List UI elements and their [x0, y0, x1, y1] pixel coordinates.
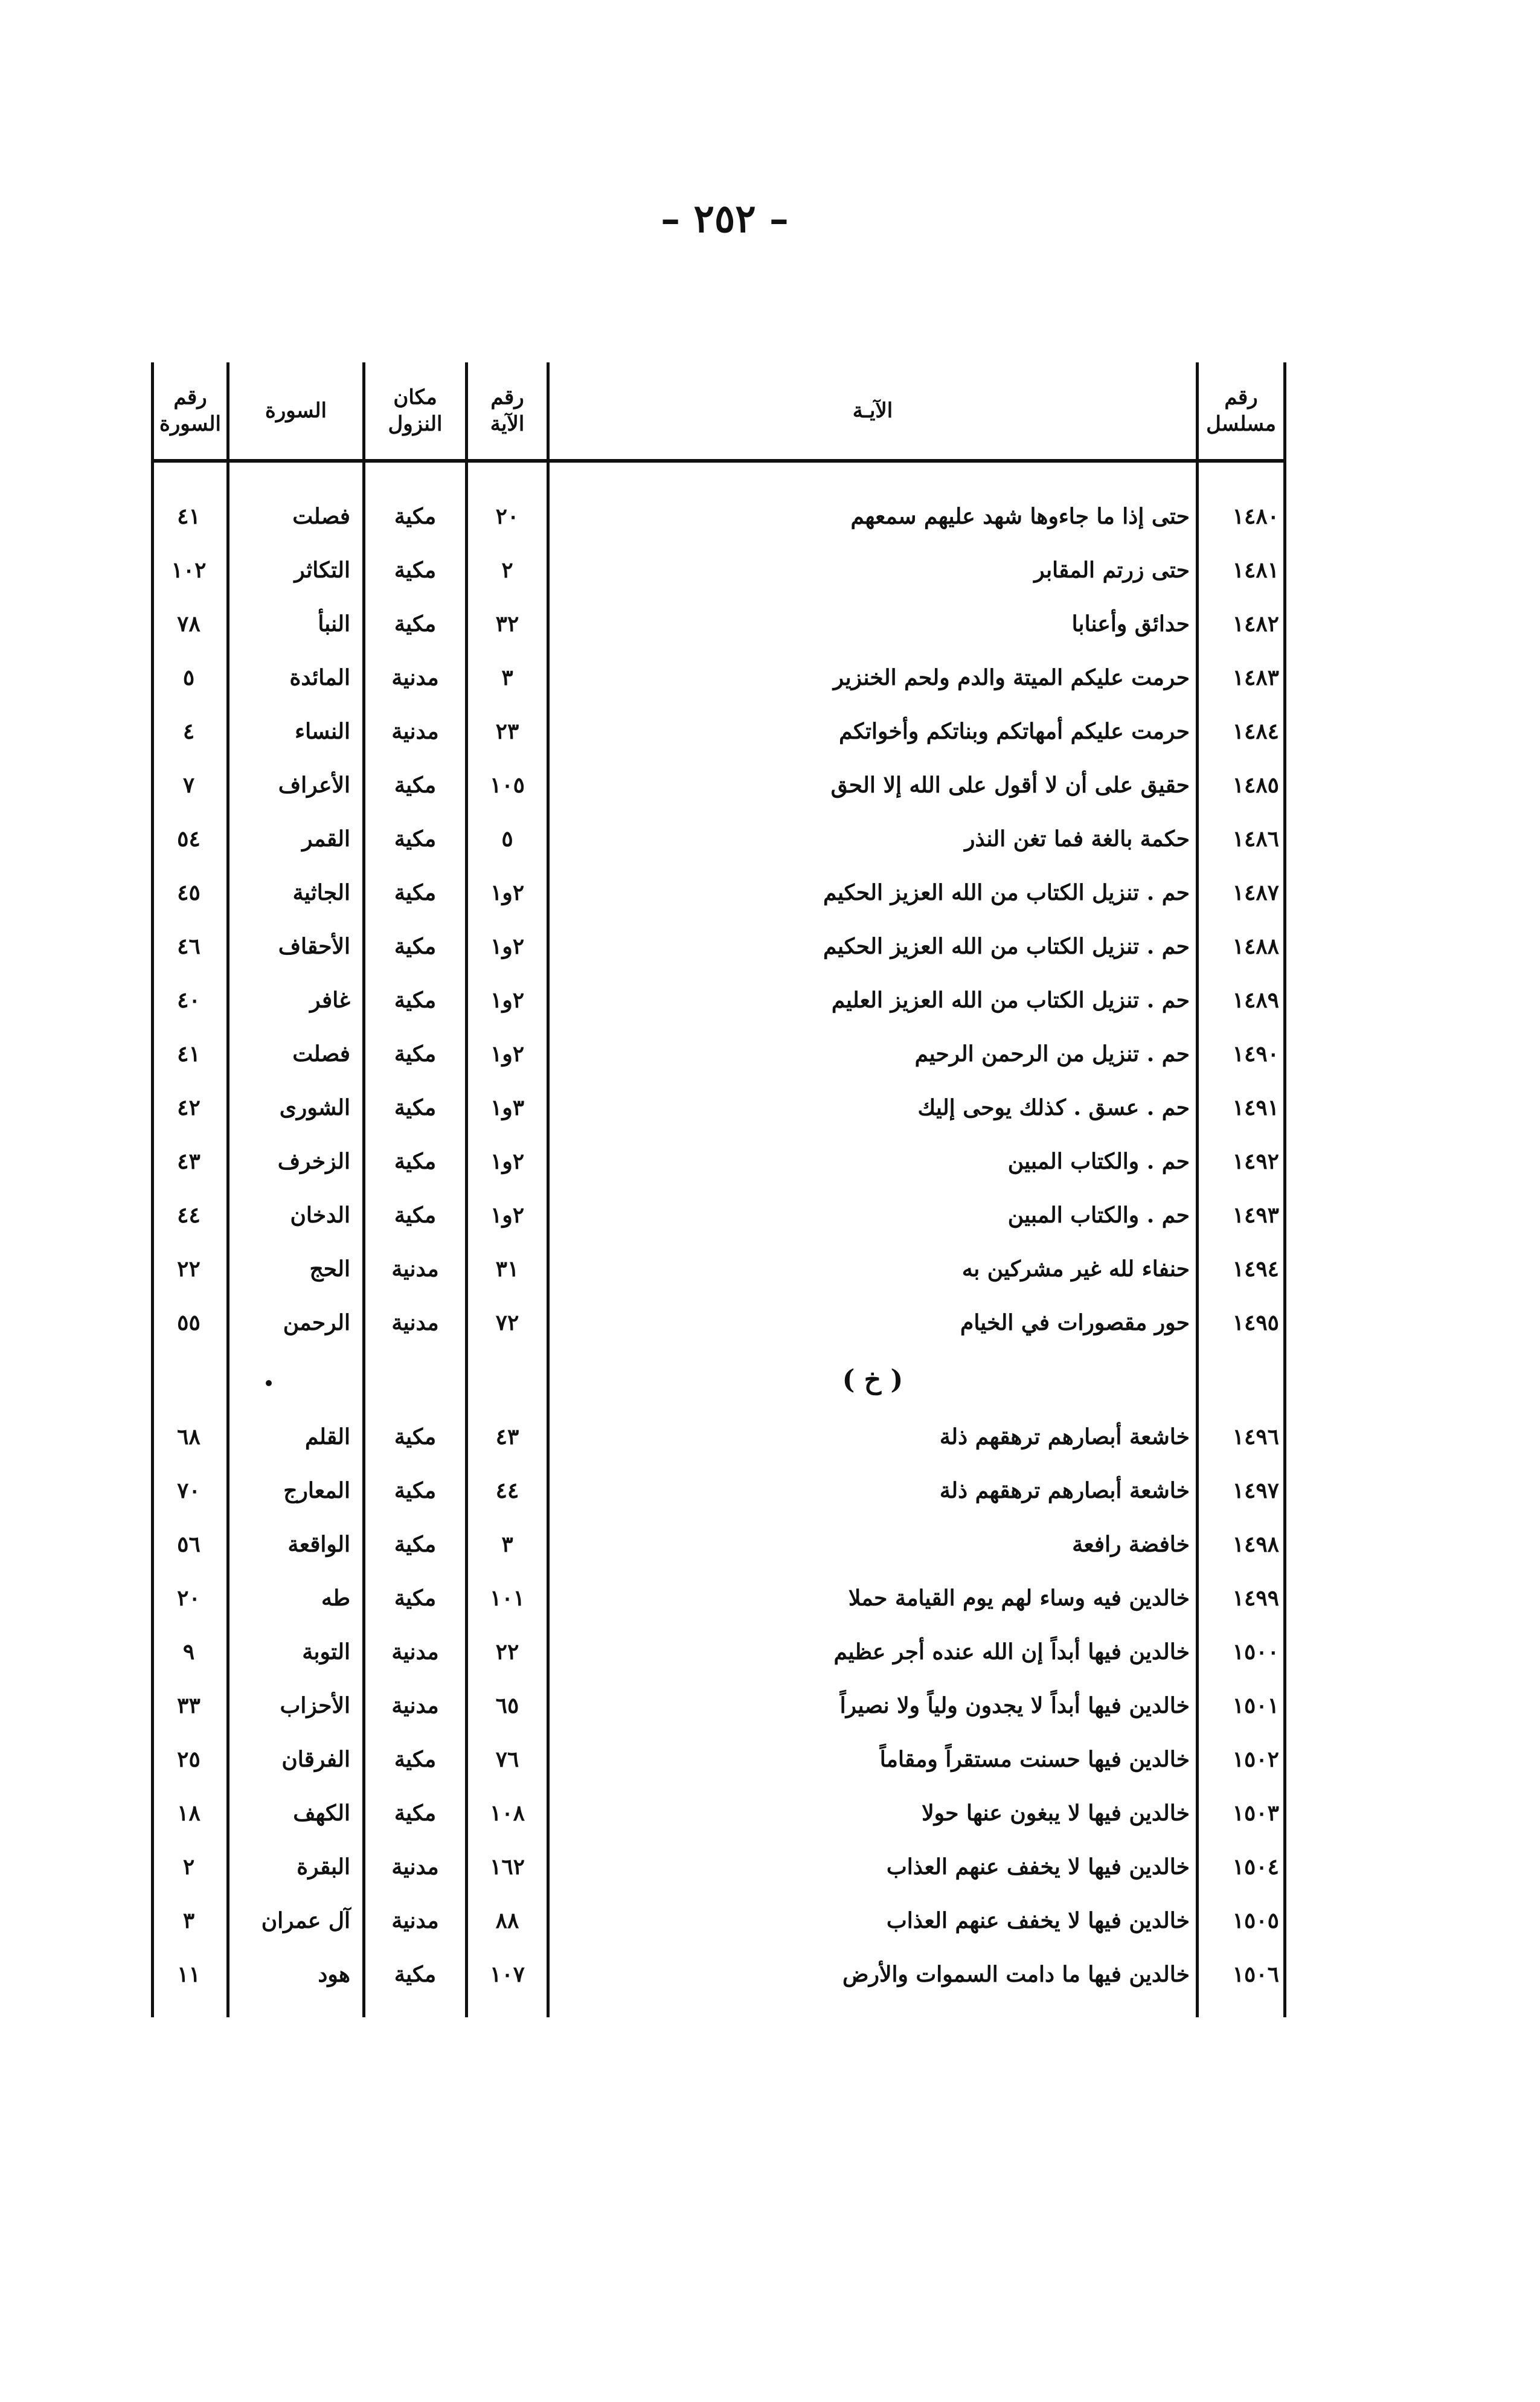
serial-cell: ١٤٩٠: [1232, 1041, 1279, 1067]
surah-number-cell: ١٠٢: [171, 557, 207, 583]
ayah-cell: حم . والكتاب المبين: [1007, 1148, 1190, 1174]
ink-dot: [266, 1380, 272, 1386]
table-row: [151, 1893, 1286, 1947]
verse-number-cell: ٢٣: [495, 718, 519, 744]
table-row: [151, 1027, 1286, 1081]
table-row: [151, 1296, 1286, 1349]
table-row: [151, 865, 1286, 919]
verse-number-cell: ٢٠: [495, 503, 519, 529]
serial-cell: ١٤٨٤: [1232, 718, 1279, 744]
serial-cell: ١٤٨٢: [1232, 611, 1279, 637]
serial-cell: ١٤٩٧: [1232, 1477, 1279, 1503]
surah-cell: فصلت: [292, 1041, 350, 1067]
revelation-place-cell: مكية: [394, 1041, 437, 1067]
table-row: [151, 704, 1286, 758]
revelation-place-cell: مكية: [394, 1746, 437, 1772]
verse-number-cell: ٣٢: [495, 611, 519, 637]
revelation-place-cell: مدنية: [391, 1309, 439, 1335]
table-row: [151, 1625, 1286, 1678]
ayah-cell: حم . تنزيل الكتاب من الله العزيز الحكيم: [823, 933, 1190, 959]
ayah-cell: حنفاء لله غير مشركين به: [961, 1256, 1190, 1282]
table-row: [151, 1678, 1286, 1732]
surah-number-cell: ٦٨: [177, 1424, 201, 1450]
verse-number-cell: ١٠١: [490, 1585, 525, 1611]
table-row: [151, 1188, 1286, 1242]
header-rule: [151, 459, 1286, 463]
surah-cell: الجاثية: [292, 879, 350, 905]
serial-cell: ١٤٨٦: [1232, 826, 1279, 852]
serial-cell: ١٤٩٤: [1232, 1256, 1279, 1282]
verse-number-cell: ٢و١: [490, 879, 525, 905]
ayah-cell: خالدين فيها أبداً إن الله عنده أجر عظيم: [833, 1639, 1190, 1665]
verse-number-cell: ٤٤: [495, 1477, 519, 1503]
revelation-place-cell: مكية: [394, 1424, 437, 1450]
serial-cell: ١٥٠٠: [1232, 1639, 1279, 1665]
serial-cell: ١٤٩٩: [1232, 1585, 1279, 1611]
surah-number-cell: ٤١: [177, 1041, 201, 1067]
header-surah-number: رقم السورة: [159, 385, 221, 436]
ayah-cell: خاشعة أبصارهم ترهقهم ذلة: [939, 1477, 1190, 1503]
verse-number-cell: ٣: [501, 1531, 513, 1557]
ayah-cell: حم . عسق . كذلك يوحى إليك: [917, 1094, 1190, 1120]
verse-number-cell: ٥: [501, 826, 513, 852]
surah-cell: الفرقان: [281, 1746, 350, 1772]
table-row: [151, 1732, 1286, 1786]
revelation-place-cell: مدنية: [391, 1256, 439, 1282]
table-row: [151, 919, 1286, 973]
verse-number-cell: ٣١: [495, 1256, 519, 1282]
surah-number-cell: ٤٢: [177, 1094, 201, 1120]
surah-number-cell: ٩: [182, 1639, 195, 1665]
serial-cell: ١٤٨٠: [1232, 503, 1279, 529]
table-row: [151, 597, 1286, 650]
serial-cell: ١٤٩١: [1232, 1094, 1279, 1120]
revelation-place-cell: مكية: [394, 611, 437, 637]
table-row: [151, 1410, 1286, 1463]
surah-cell: الحج: [309, 1256, 350, 1282]
serial-cell: ١٤٩٦: [1232, 1424, 1279, 1450]
verse-number-cell: ٢: [501, 557, 513, 583]
table-body: [151, 489, 1286, 2001]
surah-cell: الشورى: [279, 1094, 350, 1120]
surah-cell: النساء: [295, 718, 350, 744]
revelation-place-cell: مكية: [394, 826, 437, 852]
surah-number-cell: ٧٨: [177, 611, 201, 637]
surah-cell: الكهف: [293, 1800, 350, 1826]
surah-cell: القلم: [304, 1424, 350, 1450]
revelation-place-cell: مكية: [394, 1961, 437, 1987]
serial-cell: ١٥٠٢: [1232, 1746, 1279, 1772]
surah-number-cell: ١٨: [177, 1800, 201, 1826]
surah-cell: آل عمران: [261, 1907, 350, 1933]
header-serial: رقم مسلسل: [1206, 385, 1276, 436]
surah-number-cell: ٤٤: [177, 1202, 201, 1228]
verse-number-cell: ١٠٨: [490, 1800, 525, 1826]
verse-number-cell: ٨٨: [495, 1907, 519, 1933]
surah-number-cell: ٥٦: [177, 1531, 201, 1557]
verse-number-cell: ٢٢: [495, 1639, 519, 1665]
table-row: [151, 758, 1286, 812]
serial-cell: ١٤٨٥: [1232, 772, 1279, 798]
revelation-place-cell: مكية: [394, 879, 437, 905]
serial-cell: ١٤٨١: [1232, 557, 1279, 583]
revelation-place-cell: مكية: [394, 987, 437, 1013]
revelation-place-cell: مكية: [394, 1148, 437, 1174]
serial-cell: ١٥٠١: [1232, 1692, 1279, 1718]
serial-cell: ١٤٨٩: [1232, 987, 1279, 1013]
section-letter-label: ( خ ): [842, 1364, 903, 1395]
surah-number-cell: ٢٥: [177, 1746, 201, 1772]
table-row: [151, 1947, 1286, 2001]
ayah-cell: حور مقصورات في الخيام: [960, 1309, 1190, 1335]
surah-cell: الزخرف: [277, 1148, 350, 1174]
ayah-cell: حم . والكتاب المبين: [1007, 1202, 1190, 1228]
surah-number-cell: ٤٥: [177, 879, 201, 905]
surah-cell: الدخان: [290, 1202, 350, 1228]
table-row: [151, 1571, 1286, 1625]
surah-cell: الرحمن: [283, 1309, 350, 1335]
verse-number-cell: ٧٢: [495, 1309, 519, 1335]
revelation-place-cell: مكية: [394, 1800, 437, 1826]
surah-number-cell: ٥٤: [177, 826, 201, 852]
header-revelation-place: مكان النزول: [388, 385, 443, 436]
serial-cell: ١٥٠٤: [1232, 1854, 1279, 1880]
page-number: – ٢٥٢ –: [661, 196, 789, 242]
revelation-place-cell: مدنية: [391, 718, 439, 744]
ayah-cell: حم . تنزيل الكتاب من الله العزيز العليم: [831, 987, 1190, 1013]
ayah-cell: خالدين فيها أبداً لا يجدون ولياً ولا نصيراً: [839, 1692, 1190, 1718]
revelation-place-cell: مكية: [394, 933, 437, 959]
serial-cell: ١٤٨٧: [1232, 879, 1279, 905]
surah-cell: فصلت: [292, 503, 350, 529]
ayah-cell: حتى إذا ما جاءوها شهد عليهم سمعهم: [850, 503, 1190, 529]
surah-number-cell: ٢٢: [177, 1256, 201, 1282]
revelation-place-cell: مكية: [394, 1477, 437, 1503]
table-row: [151, 650, 1286, 704]
verse-number-cell: ٢و١: [490, 1041, 525, 1067]
revelation-place-cell: مكية: [394, 557, 437, 583]
surah-cell: القمر: [302, 826, 350, 852]
serial-cell: ١٤٨٣: [1232, 664, 1279, 690]
table-row: [151, 1786, 1286, 1840]
table-row: [151, 1242, 1286, 1296]
surah-cell: غافر: [310, 987, 350, 1013]
surah-cell: الأعراف: [278, 772, 350, 798]
revelation-place-cell: مكية: [394, 1202, 437, 1228]
surah-cell: طه: [321, 1585, 350, 1611]
verse-number-cell: ٢و١: [490, 987, 525, 1013]
verse-number-cell: ١٠٧: [490, 1961, 525, 1987]
verse-number-cell: ٢و١: [490, 1148, 525, 1174]
surah-cell: الواقعة: [287, 1531, 350, 1557]
surah-cell: البقرة: [297, 1854, 350, 1880]
ayah-cell: حرمت عليكم الميتة والدم ولحم الخنزير: [833, 664, 1190, 690]
verse-number-cell: ١٦٢: [490, 1854, 525, 1880]
surah-number-cell: ٢٠: [177, 1585, 201, 1611]
verse-number-cell: ٢و١: [490, 933, 525, 959]
surah-number-cell: ٤: [182, 718, 195, 744]
serial-cell: ١٤٩٨: [1232, 1531, 1279, 1557]
ayah-cell: حدائق وأعنابا: [1071, 611, 1190, 637]
surah-number-cell: ١١: [177, 1961, 201, 1987]
revelation-place-cell: مكية: [394, 1585, 437, 1611]
ayah-cell: حم . تنزيل من الرحمن الرحيم: [914, 1041, 1190, 1067]
table-row: [151, 1463, 1286, 1517]
surah-number-cell: ٥: [182, 664, 195, 690]
table-row: [151, 1517, 1286, 1571]
ayah-cell: خالدين فيها ما دامت السموات والأرض: [842, 1961, 1190, 1987]
surah-cell: الأحزاب: [280, 1692, 350, 1718]
revelation-place-cell: مدنية: [391, 664, 439, 690]
table-row: [151, 812, 1286, 865]
surah-cell: الأحقاف: [278, 933, 350, 959]
serial-cell: ١٥٠٦: [1232, 1961, 1279, 1987]
revelation-place-cell: مدنية: [391, 1639, 439, 1665]
ayah-cell: خالدين فيها حسنت مستقراً ومقاماً: [879, 1746, 1190, 1772]
verse-number-cell: ٧٦: [495, 1746, 519, 1772]
surah-number-cell: ٣: [182, 1907, 195, 1933]
serial-cell: ١٤٩٥: [1232, 1309, 1279, 1335]
verses-index-table: [151, 362, 1286, 2017]
surah-cell: النبأ: [318, 611, 350, 637]
surah-number-cell: ٧٠: [177, 1477, 201, 1503]
surah-number-cell: ٣٣: [177, 1692, 201, 1718]
verse-number-cell: ٢و١: [490, 1202, 525, 1228]
verse-number-cell: ٤٣: [495, 1424, 519, 1450]
surah-cell: المعارج: [283, 1477, 350, 1503]
ayah-cell: حم . تنزيل الكتاب من الله العزيز الحكيم: [823, 879, 1190, 905]
table-row: [151, 489, 1286, 543]
surah-number-cell: ٧: [182, 772, 195, 798]
ayah-cell: خافضة رافعة: [1072, 1531, 1190, 1557]
table-header: [151, 362, 1286, 459]
ayah-cell: خالدين فيه وساء لهم يوم القيامة حملا: [848, 1585, 1190, 1611]
revelation-place-cell: مدنية: [391, 1907, 439, 1933]
revelation-place-cell: مدنية: [391, 1692, 439, 1718]
section-divider-row: [151, 1349, 1286, 1410]
verse-number-cell: ١٠٥: [490, 772, 525, 798]
serial-cell: ١٤٩٣: [1232, 1202, 1279, 1228]
serial-cell: ١٤٨٨: [1232, 933, 1279, 959]
surah-cell: المائدة: [289, 664, 350, 690]
surah-number-cell: ٤٣: [177, 1148, 201, 1174]
revelation-place-cell: مدنية: [391, 1854, 439, 1880]
ayah-cell: حرمت عليكم أمهاتكم وبناتكم وأخواتكم: [839, 718, 1190, 744]
ayah-cell: حتى زرتم المقابر: [1034, 557, 1190, 583]
ayah-cell: خالدين فيها لا يخفف عنهم العذاب: [886, 1854, 1190, 1880]
verse-number-cell: ٣: [501, 664, 513, 690]
ayah-cell: خالدين فيها لا يبغون عنها حولا: [922, 1800, 1190, 1826]
table-row: [151, 543, 1286, 597]
ayah-cell: حكمة بالغة فما تغن النذر: [964, 826, 1190, 852]
surah-cell: هود: [318, 1961, 350, 1987]
revelation-place-cell: مكية: [394, 772, 437, 798]
surah-cell: التوبة: [302, 1639, 350, 1665]
revelation-place-cell: مكية: [394, 503, 437, 529]
header-ayah: الآيـة: [852, 398, 893, 423]
surah-cell: التكاثر: [294, 557, 350, 583]
revelation-place-cell: مكية: [394, 1094, 437, 1120]
serial-cell: ١٥٠٣: [1232, 1800, 1279, 1826]
revelation-place-cell: مكية: [394, 1531, 437, 1557]
serial-cell: ١٥٠٥: [1232, 1907, 1279, 1933]
table-row: [151, 1134, 1286, 1188]
serial-cell: ١٤٩٢: [1232, 1148, 1279, 1174]
surah-number-cell: ٤٠: [177, 987, 201, 1013]
surah-number-cell: ٥٥: [177, 1309, 201, 1335]
verse-number-cell: ٦٥: [495, 1692, 519, 1718]
verse-number-cell: ٣و١: [490, 1094, 525, 1120]
header-surah: السورة: [265, 398, 327, 423]
ayah-cell: خاشعة أبصارهم ترهقهم ذلة: [939, 1424, 1190, 1450]
table-row: [151, 973, 1286, 1027]
table-row: [151, 1081, 1286, 1134]
surah-number-cell: ٢: [182, 1854, 195, 1880]
surah-number-cell: ٤١: [177, 503, 201, 529]
ayah-cell: حقيق على أن لا أقول على الله إلا الحق: [830, 772, 1190, 798]
surah-number-cell: ٤٦: [177, 933, 201, 959]
header-verse-number: رقم الآية: [490, 385, 525, 436]
table-row: [151, 1840, 1286, 1893]
ayah-cell: خالدين فيها لا يخفف عنهم العذاب: [886, 1907, 1190, 1933]
